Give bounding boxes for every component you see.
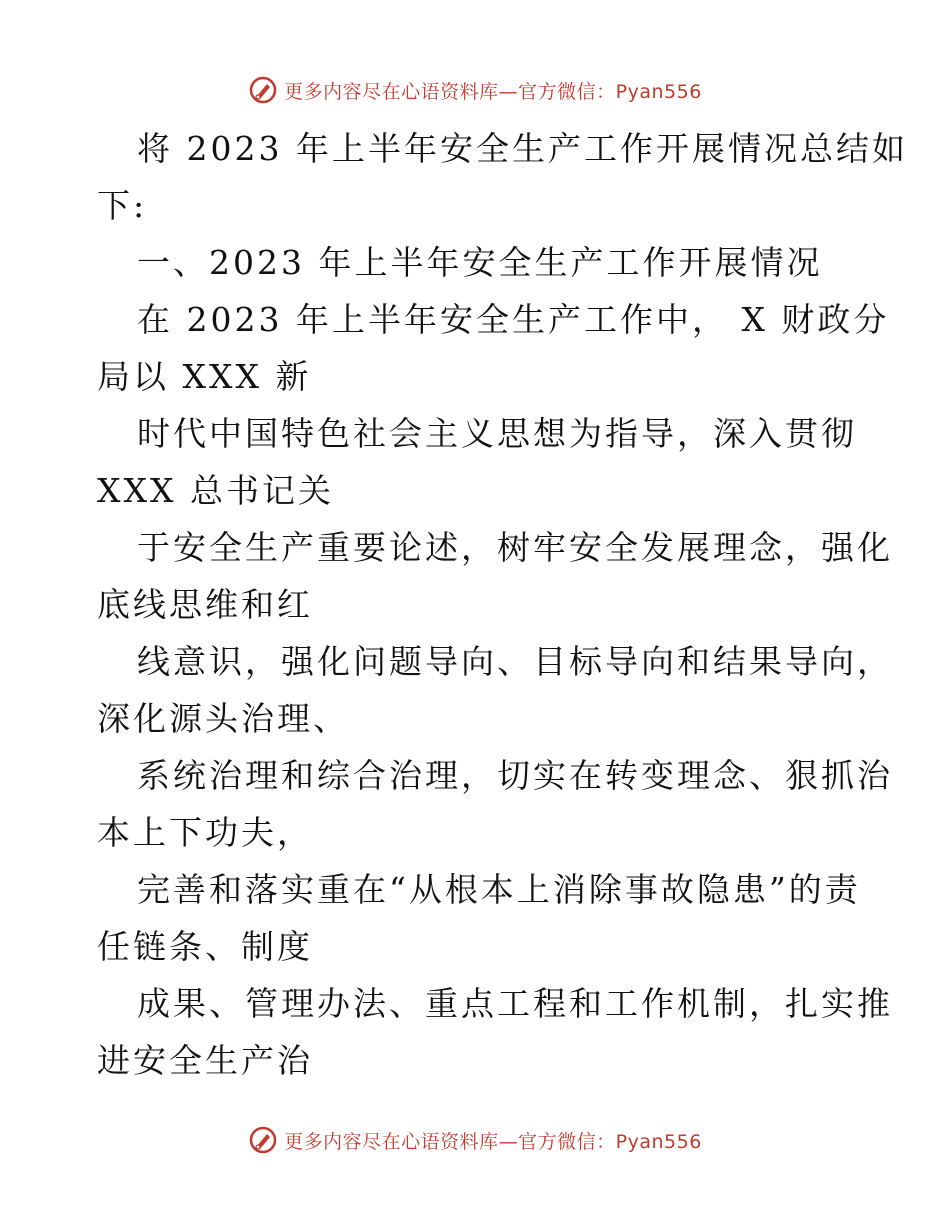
pen-logo-icon: [248, 75, 278, 105]
text-line: 任链条、制度: [97, 927, 313, 966]
section-heading: 一、2023 年上半年安全生产工作开展情况: [137, 243, 823, 282]
text-line: 深化源头治理、: [97, 699, 349, 738]
header-watermark-text: 更多内容尽在心语资料库—官方微信：Pyan556: [284, 80, 702, 103]
text-line: 线意识，强化问题导向、目标导向和结果导向，: [137, 642, 893, 681]
text-line: 成果、管理办法、重点工程和工作机制，扎实推: [137, 984, 893, 1023]
text-line: XXX 总书记关: [97, 471, 334, 510]
text-line: 于安全生产重要论述，树牢安全发展理念，强化: [137, 528, 893, 567]
footer-watermark-banner: [0, 1120, 950, 1160]
text-line: 时代中国特色社会主义思想为指导，深入贯彻: [137, 414, 857, 453]
document-body: [97, 120, 908, 1089]
header-watermark-banner: [0, 70, 950, 110]
text-line: 底线思维和红: [97, 585, 313, 624]
text-line: 将 2023 年上半年安全生产工作开展情况总结如: [137, 129, 908, 168]
text-line: 进安全生产治: [97, 1041, 313, 1080]
text-line: 本上下功夫，: [97, 813, 313, 852]
text-line: 完善和落实重在“从根本上消除事故隐患”的责: [137, 870, 861, 909]
text-line: 局以 XXX 新: [97, 357, 312, 396]
text-line: 系统治理和综合治理，切实在转变理念、狠抓治: [137, 756, 893, 795]
pen-logo-icon: [248, 1125, 278, 1155]
text-line: 在 2023 年上半年安全生产工作中， X 财政分: [137, 300, 890, 339]
footer-watermark-text: 更多内容尽在心语资料库—官方微信：Pyan556: [284, 1130, 702, 1153]
text-line: 下:: [97, 186, 148, 225]
